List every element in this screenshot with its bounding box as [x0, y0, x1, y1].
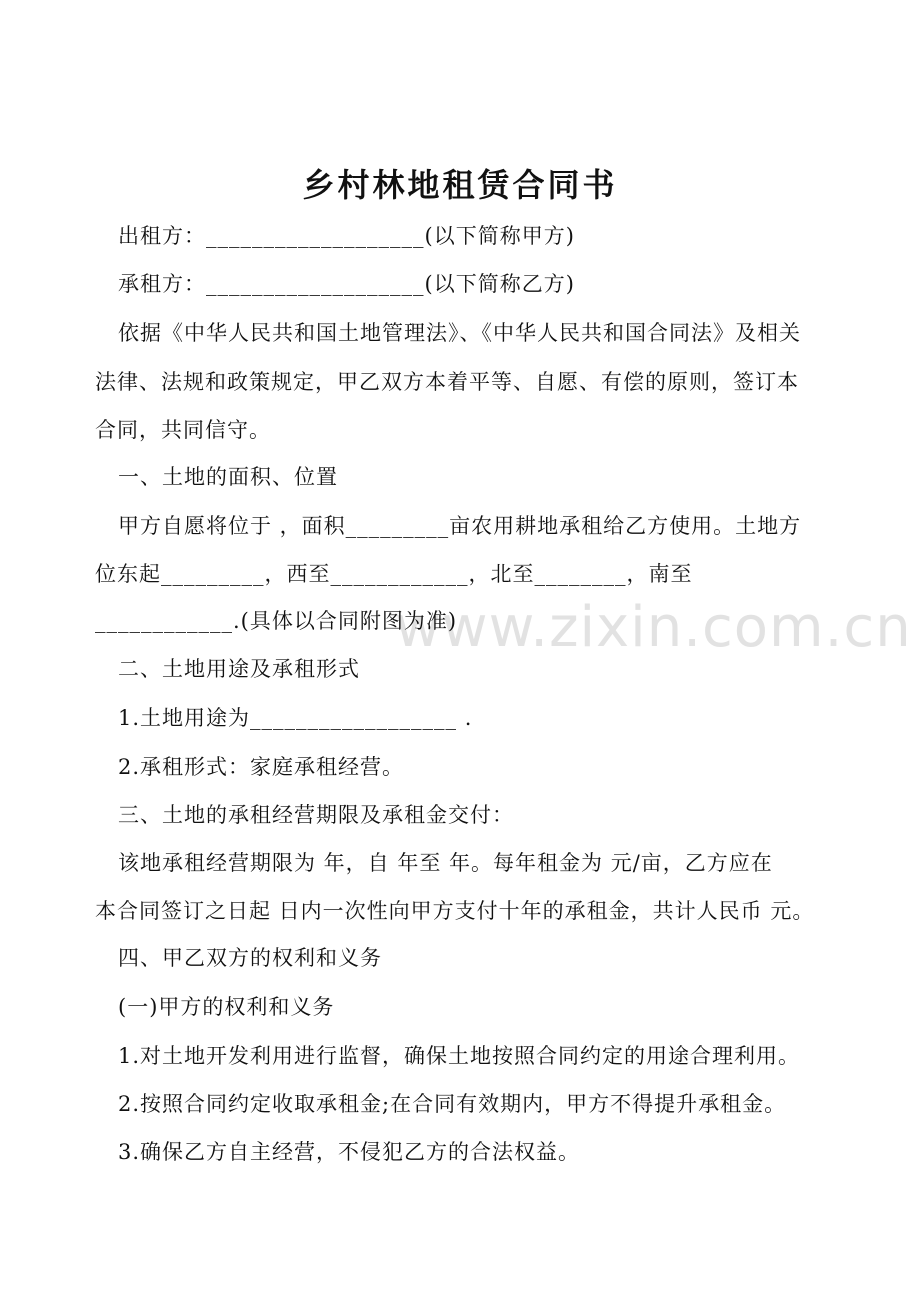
subsection-heading-party-a: (一)甲方的权利和义务 — [118, 995, 335, 1019]
section-heading-2: 二、土地用途及承租形式 — [118, 657, 360, 681]
lessee-line: 承租方：___________________(以下简称乙方) — [118, 272, 575, 296]
land-location-line-3: ____________.(具体以合同附图为准) — [95, 609, 458, 633]
basis-paragraph-line-3: 合同，共同信守。 — [95, 418, 271, 442]
party-a-duty-3: 3.确保乙方自主经营，不侵犯乙方的合法权益。 — [118, 1140, 581, 1164]
section-heading-1: 一、土地的面积、位置 — [118, 465, 338, 489]
lease-term-line-1: 该地承租经营期限为 年，自 年至 年。每年租金为 元/亩，乙方应在 — [118, 851, 773, 875]
section-heading-3: 三、土地的承租经营期限及承租金交付： — [118, 803, 514, 827]
land-use-line: 1.土地用途为__________________ . — [118, 706, 473, 730]
lease-form-line: 2.承租形式：家庭承租经营。 — [118, 755, 405, 779]
document-title: 乡村林地租赁合同书 — [302, 166, 618, 204]
lease-term-line-2: 本合同签订之日起 日内一次性向甲方支付十年的承租金，共计人民币 元。 — [95, 899, 815, 923]
basis-paragraph-line-1: 依据《中华人民共和国土地管理法》、《中华人民共和国合同法》及相关 — [118, 321, 801, 345]
lessor-line: 出租方：___________________(以下简称甲方) — [118, 224, 575, 248]
section-heading-4: 四、甲乙双方的权利和义务 — [118, 946, 382, 970]
land-location-line-2: 位东起_________，西至____________，北至________，南至 — [95, 562, 693, 586]
watermark: www.zixin.com.cn — [395, 595, 912, 660]
party-a-duty-1: 1.对土地开发利用进行监督，确保土地按照合同约定的用途合理利用。 — [118, 1044, 801, 1068]
party-a-duty-2: 2.按照合同约定收取承租金;在合同有效期内，甲方不得提升承租金。 — [118, 1092, 787, 1116]
land-location-line-1: 甲方自愿将位于 ，面积_________亩农用耕地承租给乙方使用。土地方 — [118, 514, 802, 538]
basis-paragraph-line-2: 法律、法规和政策规定，甲乙双方本着平等、自愿、有偿的原则，签订本 — [95, 370, 799, 394]
